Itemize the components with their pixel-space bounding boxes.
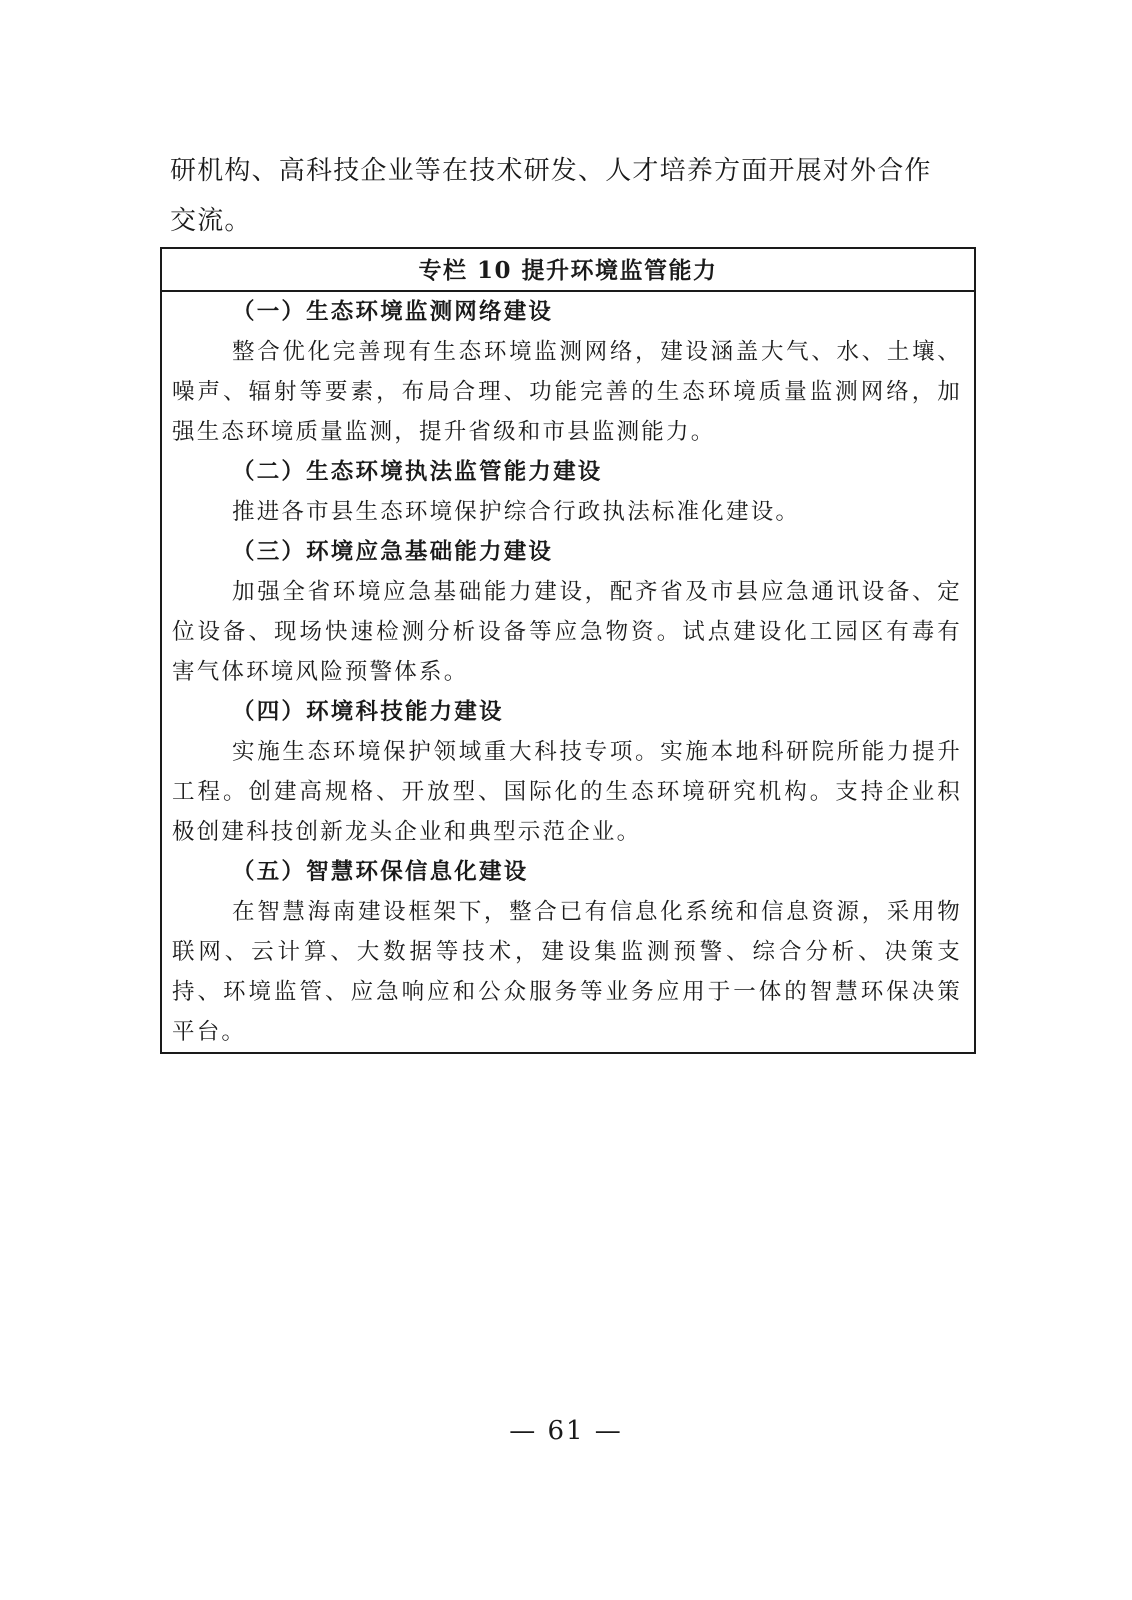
section-text-5: 在智慧海南建设框架下，整合已有信息化系统和信息资源，采用物联网、云计算、大数据等技术，建设集监测预警、综合分析、决策支持、环境监管、应急响应和公众服务等业务应用于一体的智慧环保决策平台。 <box>172 899 962 1045</box>
section-text-4: 实施生态环境保护领域重大科技专项。实施本地科研院所能力提升工程。创建高规格、开放型、国际化的生态环境研究机构。支持企业积极创建科技创新龙头企业和典型示范企业。 <box>172 739 962 845</box>
section-text-2: 推进各市县生态环境保护综合行政执法标准化建设。 <box>232 499 801 525</box>
box-body <box>162 292 974 1052</box>
box-title: 专栏 10 提升环境监管能力 <box>162 249 974 292</box>
section-text-3: 加强全省环境应急基础能力建设，配齐省及市县应急通讯设备、定位设备、现场快速检测分析设备等应急物资。试点建设化工园区有毒有害气体环境风险预警体系。 <box>172 579 962 685</box>
section-text-1: 整合优化完善现有生态环境监测网络，建设涵盖大气、水、土壤、噪声、辐射等要素，布局合理、功能完善的生态环境质量监测网络，加强生态环境质量监测，提升省级和市县监测能力。 <box>172 339 962 445</box>
page-number: — 61 — <box>509 1416 623 1446</box>
intro-line-1: 研机构、高科技企业等在技术研发、人才培养方面开展对外合作 <box>170 156 932 186</box>
section-heading-1: （一）生态环境监测网络建设 <box>232 299 554 325</box>
section-heading-4: （四）环境科技能力建设 <box>232 699 504 725</box>
column-box <box>160 247 976 1054</box>
section-heading-2: （二）生态环境执法监管能力建设 <box>232 459 603 485</box>
intro-paragraph <box>170 146 970 246</box>
section-heading-3: （三）环境应急基础能力建设 <box>232 539 554 565</box>
intro-line-2: 交流。 <box>170 206 252 236</box>
section-heading-5: （五）智慧环保信息化建设 <box>232 859 529 885</box>
